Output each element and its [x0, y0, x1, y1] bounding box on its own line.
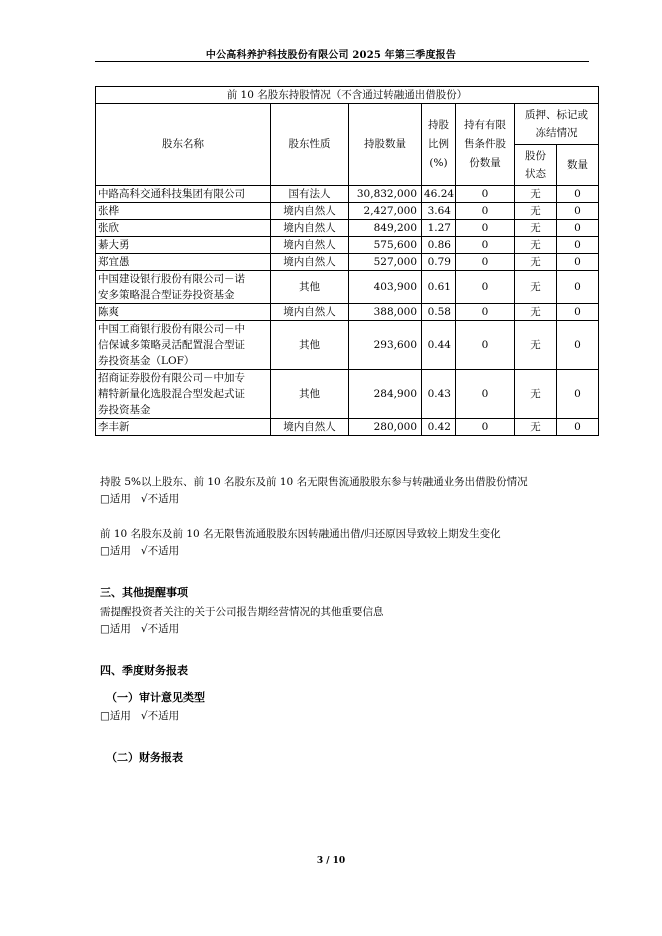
share-status: 无 — [515, 419, 557, 436]
share-status: 无 — [515, 237, 557, 254]
section-3-title: 三、其他提醒事项 — [100, 586, 188, 599]
shareholder-name-line: 精特新量化选股混合型发起式证 — [98, 388, 245, 400]
option-not-applicable: √不适用 — [140, 493, 180, 505]
restricted-shares: 0 — [456, 321, 515, 370]
shareholder-name-line: 中路高科交通科技集团有限公司 — [98, 188, 245, 200]
shares-held: 280,000 — [349, 419, 422, 436]
restricted-shares: 0 — [456, 220, 515, 237]
section-3-options — [100, 621, 189, 637]
table-row — [96, 321, 599, 370]
table-row — [96, 186, 599, 203]
col-header-qty: 数量 — [557, 145, 599, 186]
holding-ratio: 1.27 — [422, 220, 456, 237]
shares-held: 2,427,000 — [349, 203, 422, 220]
shareholder-name — [96, 271, 271, 304]
holding-ratio: 3.64 — [422, 203, 456, 220]
shares-held: 30,832,000 — [349, 186, 422, 203]
option-applicable: □适用 — [100, 710, 131, 722]
table-row — [96, 419, 599, 436]
pledged-quantity: 0 — [557, 186, 599, 203]
pledged-quantity: 0 — [557, 304, 599, 321]
shares-held: 575,600 — [349, 237, 422, 254]
col-header-restricted-line1: 持有有限 — [464, 119, 506, 131]
shareholder-name-line: 綦大勇 — [98, 239, 130, 251]
table-row — [96, 254, 599, 271]
pledged-quantity: 0 — [557, 237, 599, 254]
lending-options — [100, 491, 189, 507]
shareholder-name-line: 郑宜愚 — [98, 256, 130, 268]
change-options — [100, 543, 189, 559]
shareholder-name-line: 中国工商银行股份有限公司－中 — [98, 323, 245, 335]
shareholder-name-line: 信保诚多策略灵活配置混合型证 — [98, 339, 245, 351]
shareholder-nature: 境内自然人 — [271, 304, 349, 321]
shares-held: 293,600 — [349, 321, 422, 370]
pledged-quantity: 0 — [557, 254, 599, 271]
shareholder-name — [96, 203, 271, 220]
shareholder-nature: 境内自然人 — [271, 254, 349, 271]
col-header-ratio-line1: 持股 — [428, 119, 449, 131]
shareholder-name-line: 张欣 — [98, 222, 119, 234]
shareholder-name-line: 安多策略混合型证券投资基金 — [98, 289, 235, 301]
restricted-shares: 0 — [456, 237, 515, 254]
share-status: 无 — [515, 254, 557, 271]
lending-note: 持股 5%以上股东、前 10 名股东及前 10 名无限售流通股股东参与转融通业务出借股份情况 — [100, 476, 528, 488]
restricted-shares: 0 — [456, 254, 515, 271]
table-row — [96, 203, 599, 220]
shareholder-nature: 境内自然人 — [271, 203, 349, 220]
shares-held: 527,000 — [349, 254, 422, 271]
share-status: 无 — [515, 186, 557, 203]
shares-held: 403,900 — [349, 271, 422, 304]
shares-held: 284,900 — [349, 370, 422, 419]
col-header-pledge — [515, 104, 599, 145]
table-row — [96, 304, 599, 321]
shareholder-nature: 国有法人 — [271, 186, 349, 203]
option-not-applicable: √不适用 — [140, 623, 180, 635]
holding-ratio: 46.24 — [422, 186, 456, 203]
share-status: 无 — [515, 370, 557, 419]
table-row — [96, 237, 599, 254]
shareholder-name-line: 陈爽 — [98, 306, 119, 318]
shares-held: 388,000 — [349, 304, 422, 321]
holding-ratio: 0.44 — [422, 321, 456, 370]
pledged-quantity: 0 — [557, 220, 599, 237]
col-header-shares: 持股数量 — [349, 104, 422, 186]
pledged-quantity: 0 — [557, 419, 599, 436]
col-header-ratio-line2: 比例 — [428, 138, 449, 150]
pledged-quantity: 0 — [557, 271, 599, 304]
shareholder-name — [96, 254, 271, 271]
share-status: 无 — [515, 203, 557, 220]
restricted-shares: 0 — [456, 370, 515, 419]
table-caption: 前 10 名股东持股情况（不含通过转融通出借股份） — [96, 87, 599, 104]
option-not-applicable: √不适用 — [140, 545, 180, 557]
col-header-ratio — [422, 104, 456, 186]
shareholder-name — [96, 220, 271, 237]
pledged-quantity: 0 — [557, 370, 599, 419]
shareholder-name-line: 招商证券股份有限公司－中加专 — [98, 372, 245, 384]
holding-ratio: 0.86 — [422, 237, 456, 254]
shareholder-nature: 其他 — [271, 271, 349, 304]
header-rule — [95, 61, 589, 62]
shareholder-name — [96, 237, 271, 254]
col-header-restricted-line3: 份数量 — [469, 157, 501, 169]
shareholder-nature: 其他 — [271, 321, 349, 370]
share-status: 无 — [515, 321, 557, 370]
shareholder-name-line: 张桦 — [98, 205, 119, 217]
shares-held: 849,200 — [349, 220, 422, 237]
restricted-shares: 0 — [456, 304, 515, 321]
share-status: 无 — [515, 304, 557, 321]
page-number: 3 / 10 — [316, 856, 346, 866]
table-row — [96, 271, 599, 304]
table-row — [96, 220, 599, 237]
option-applicable: □适用 — [100, 623, 131, 635]
col-header-status-line2: 状态 — [525, 168, 546, 180]
shareholder-name — [96, 370, 271, 419]
pledged-quantity: 0 — [557, 321, 599, 370]
change-note: 前 10 名股东及前 10 名无限售流通股股东因转融通出借/归还原因导致较上期发生变化 — [100, 528, 501, 540]
holding-ratio: 0.61 — [422, 271, 456, 304]
option-not-applicable: √不适用 — [140, 710, 180, 722]
restricted-shares: 0 — [456, 203, 515, 220]
option-applicable: □适用 — [100, 545, 131, 557]
table-body — [96, 186, 599, 436]
shareholder-name — [96, 304, 271, 321]
shareholder-nature: 境内自然人 — [271, 419, 349, 436]
holding-ratio: 0.58 — [422, 304, 456, 321]
col-header-nature: 股东性质 — [271, 104, 349, 186]
section-3-text: 需提醒投资者关注的关于公司报告期经营情况的其他重要信息 — [100, 606, 384, 618]
col-header-ratio-line3: (%) — [429, 157, 448, 169]
table-row — [96, 370, 599, 419]
col-header-name: 股东名称 — [96, 104, 271, 186]
col-header-restricted — [456, 104, 515, 186]
col-header-status-line1: 股份 — [525, 150, 546, 162]
restricted-shares: 0 — [456, 419, 515, 436]
audit-opinion-title: （一）审计意见类型 — [106, 691, 205, 704]
shareholder-name-line: 中国建设银行股份有限公司－诺 — [98, 273, 245, 285]
shareholder-name — [96, 186, 271, 203]
restricted-shares: 0 — [456, 186, 515, 203]
shareholder-name-line: 李丰新 — [98, 421, 130, 433]
col-header-pledge-line1: 质押、标记或 — [525, 109, 588, 121]
col-header-status — [515, 145, 557, 186]
col-header-pledge-line2: 冻结情况 — [535, 127, 578, 139]
restricted-shares: 0 — [456, 271, 515, 304]
shareholder-nature: 境内自然人 — [271, 220, 349, 237]
financial-statements-title: （二）财务报表 — [106, 751, 183, 764]
share-status: 无 — [515, 220, 557, 237]
col-header-restricted-line2: 售条件股 — [464, 138, 506, 150]
shareholder-name-line: 券投资基金（LOF） — [98, 355, 195, 367]
holding-ratio: 0.43 — [422, 370, 456, 419]
shareholder-name — [96, 419, 271, 436]
shareholder-nature: 境内自然人 — [271, 237, 349, 254]
shareholders-table — [95, 86, 599, 436]
audit-opinion-options — [100, 708, 189, 724]
shareholder-name — [96, 321, 271, 370]
holding-ratio: 0.79 — [422, 254, 456, 271]
section-4-title: 四、季度财务报表 — [100, 664, 188, 677]
shareholder-nature: 其他 — [271, 370, 349, 419]
option-applicable: □适用 — [100, 493, 131, 505]
share-status: 无 — [515, 271, 557, 304]
shareholder-name-line: 券投资基金 — [98, 404, 151, 416]
page-header: 中公高科养护科技股份有限公司 2025 年第三季度报告 — [205, 50, 457, 61]
pledged-quantity: 0 — [557, 203, 599, 220]
holding-ratio: 0.42 — [422, 419, 456, 436]
